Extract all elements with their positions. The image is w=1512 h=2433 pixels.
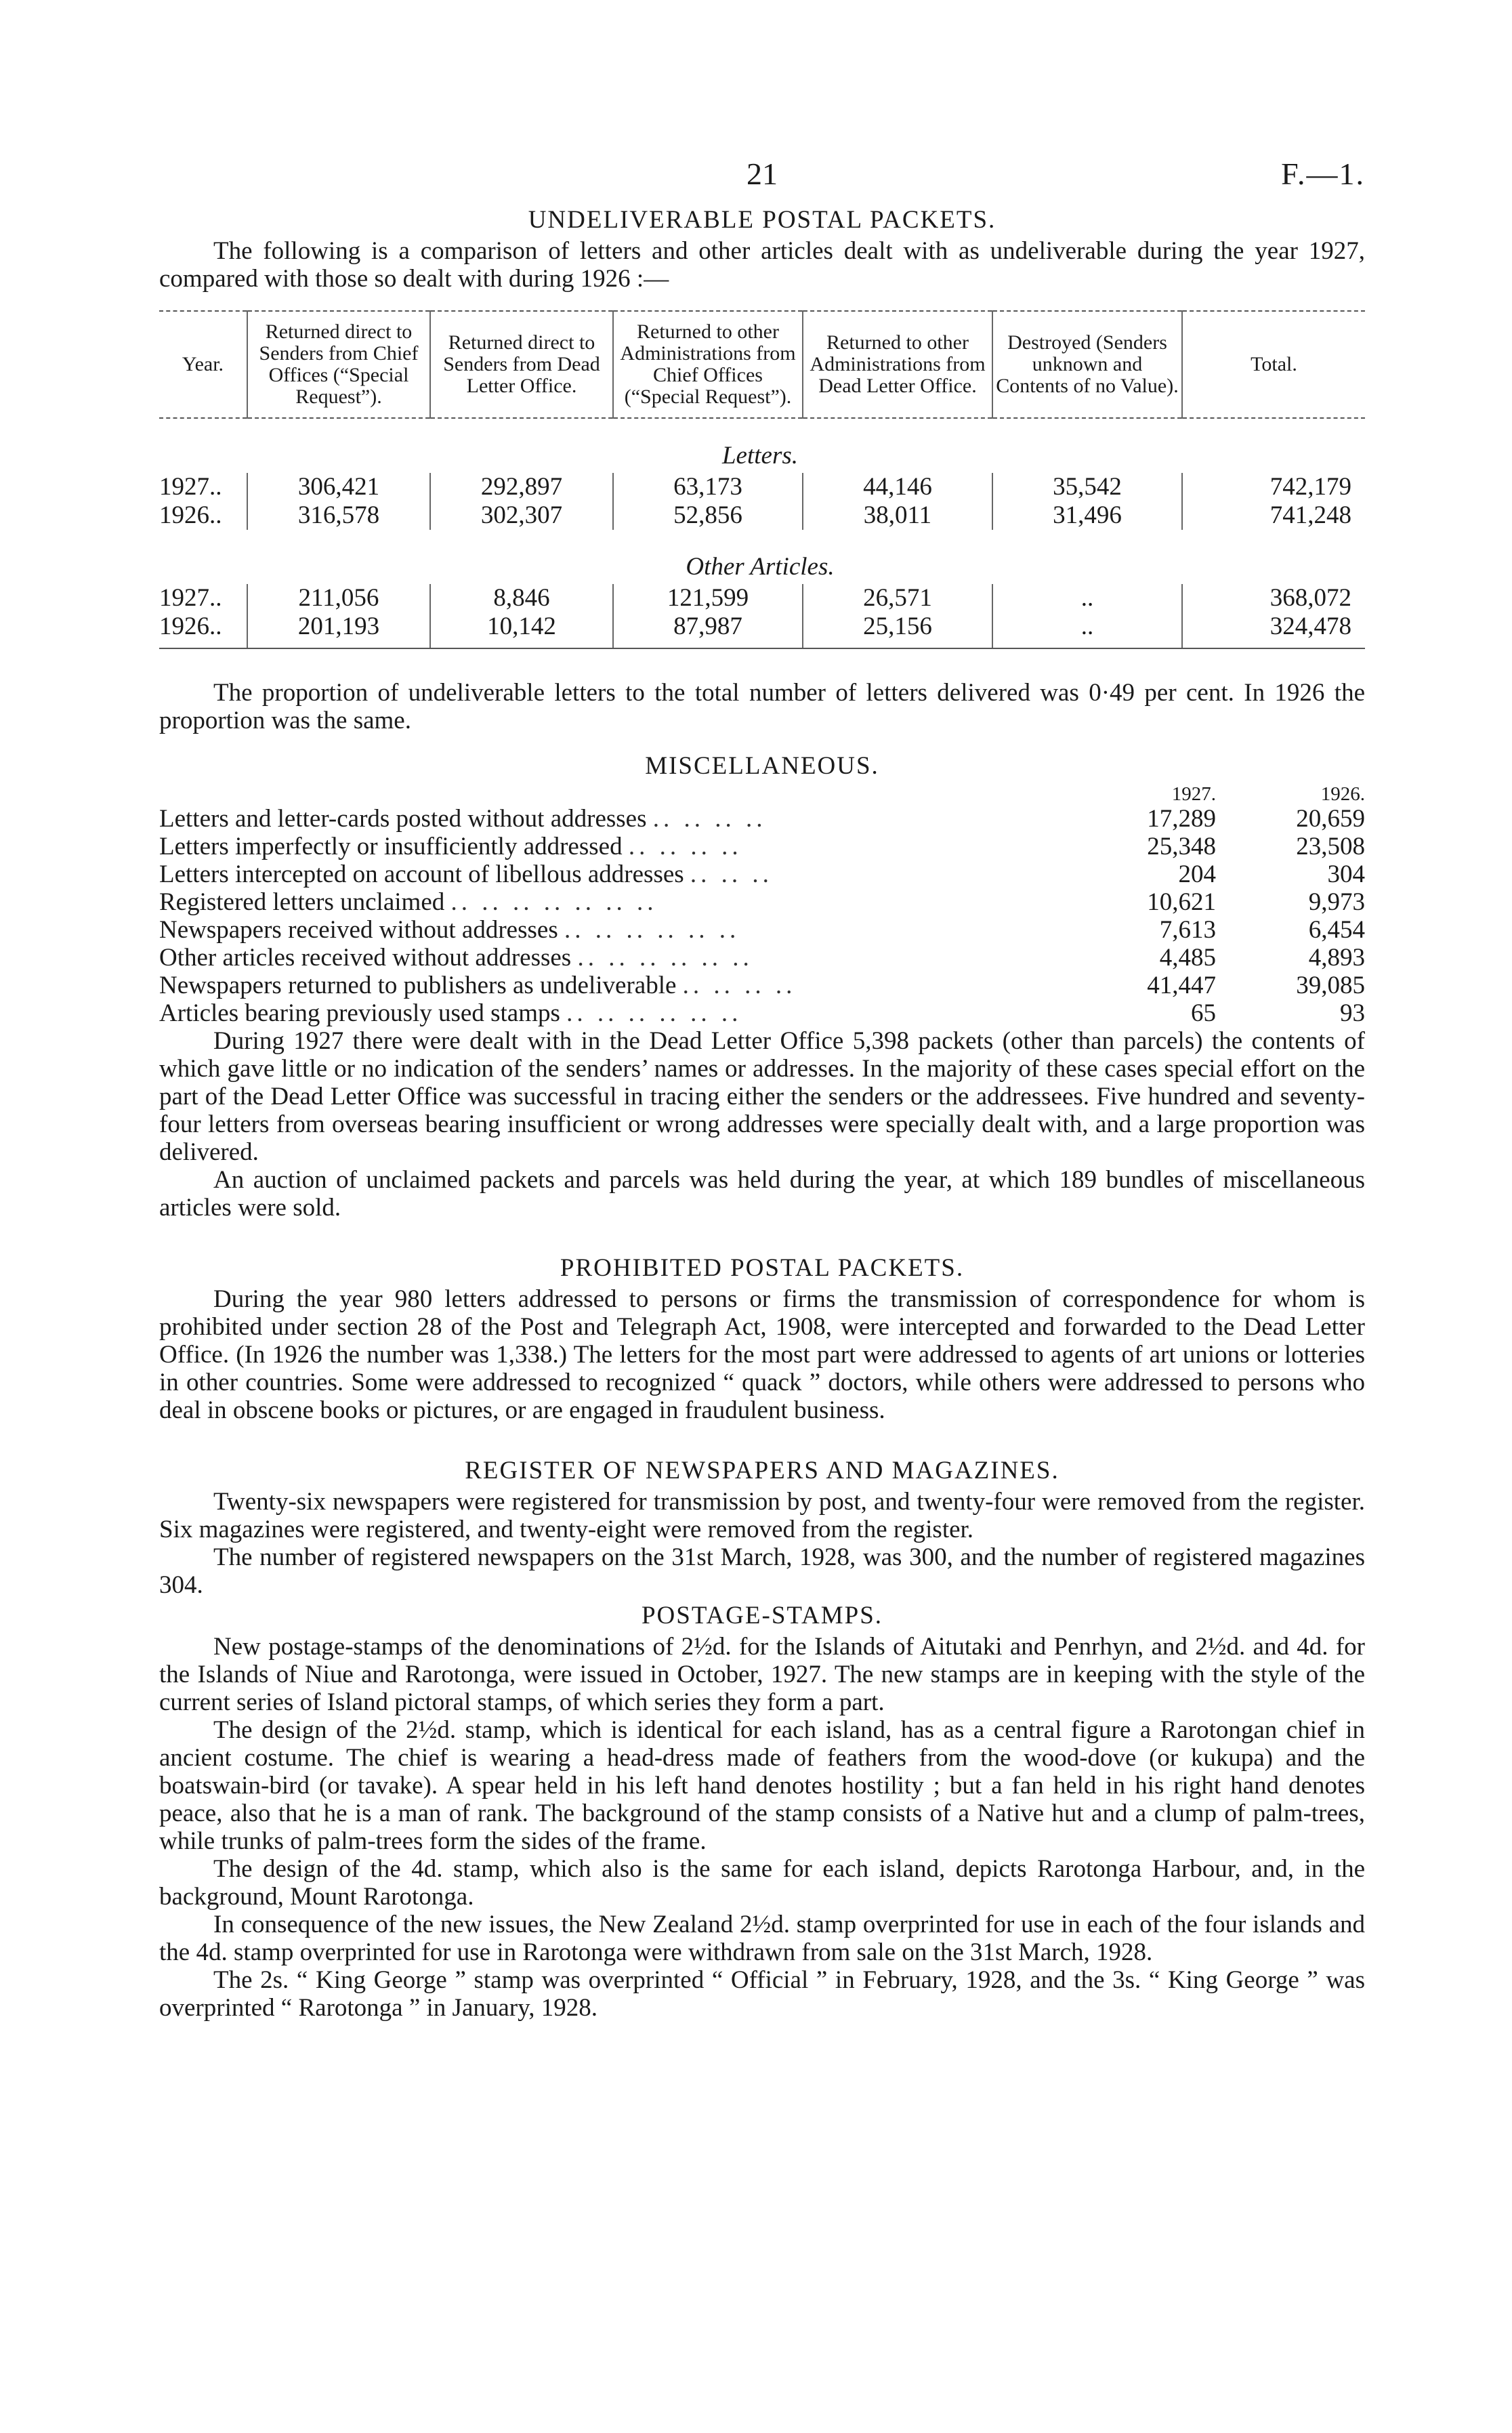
table-cell: 292,897 <box>430 473 613 501</box>
table-cell: .. <box>992 612 1182 648</box>
row-label: Newspapers returned to publishers as undeliverable <box>159 972 677 999</box>
table-cell: 44,146 <box>803 473 992 501</box>
column-header: Destroyed (Senders unknown and Contents of no Value). <box>992 311 1182 418</box>
table-cell: 52,856 <box>613 501 803 530</box>
table-cell: 302,307 <box>430 501 613 530</box>
row-label: Letters and letter-cards posted without addresses <box>159 805 647 833</box>
column-header: Returned to other Administrations from Chief Offices (“Special Request”). <box>613 311 803 418</box>
undeliverable-title: UNDELIVERABLE POSTAL PACKETS. <box>528 206 996 234</box>
table-cell: 316,578 <box>247 501 430 530</box>
cell-year: 1927.. <box>159 473 222 501</box>
cell-total: 742,179 <box>1182 473 1365 501</box>
cell-year: 1927.. <box>159 584 222 612</box>
table-row <box>159 473 1365 501</box>
table-cell: 38,011 <box>803 501 992 530</box>
stamps-paragraph-3: The design of the 4d. stamp, which also is the same for each island, depicts Rarotonga Harbour, and, in the background, Mount Rarotonga. <box>159 1855 1365 1911</box>
table-cell: 35,542 <box>992 473 1182 501</box>
cell-total: 324,478 <box>1182 612 1365 648</box>
value-1927: 7,613 <box>1159 916 1216 944</box>
value-1927: 65 <box>1191 999 1216 1027</box>
prohibited-title: PROHIBITED POSTAL PACKETS. <box>560 1254 965 1282</box>
table-cell: 63,173 <box>613 473 803 501</box>
value-1927: 4,485 <box>1159 944 1216 972</box>
section-label-row <box>159 418 1365 473</box>
table-cell: 87,987 <box>613 612 803 648</box>
row-label: Newspapers received without addresses <box>159 916 558 944</box>
dead-letter-paragraph: During 1927 there were dealt with in the Dead Letter Office 5,398 packets (other than parcels) the contents of which gave little or no indication of the senders’ names or addresses. In the majority of these cases special effort on the part of the Dead Letter Office was successful in tracing either the senders or the addressees. Five hundred and seventy-four letters from overseas bearing insufficient or wrong addresses were specially dealt with, and a large proportion was delivered. <box>159 1027 1365 1166</box>
table-row <box>159 805 1365 833</box>
table-row <box>159 916 1365 944</box>
value-1926: 93 <box>1340 999 1365 1027</box>
prohibited-paragraph: During the year 980 letters addressed to persons or firms the transmission of correspondence for whom is prohibited under section 28 of the Post and Telegraph Act, 1908, were intercepted and forwarded to the Dead Letter Office. (In 1926 the number was 1,338.) The letters for the most part were addressed to agents of art unions or lotteries in other countries. Some were addressed to recognized “ quack ” doctors, while others were addressed to persons who deal in obscene books or pictures, or are engaged in fraudulent business. <box>159 1285 1365 1424</box>
value-1926: 304 <box>1327 860 1365 888</box>
column-header: Returned to other Administrations from Dead Letter Office. <box>803 311 992 418</box>
cell-year: 1926.. <box>159 501 222 529</box>
table-cell: 8,846 <box>430 584 613 612</box>
row-label: Letters imperfectly or insufficiently addressed <box>159 833 623 860</box>
undeliverable-intro: The following is a comparison of letters and other articles dealt with as undeliverable during the year 1927, compared with those so dealt with during 1926 :— <box>159 237 1365 293</box>
undeliverable-table <box>159 310 1365 649</box>
register-title: REGISTER OF NEWSPAPERS AND MAGAZINES. <box>465 1457 1059 1484</box>
document-reference: F.—1. <box>1281 157 1365 191</box>
leader-dots: .. .. .. <box>690 860 773 888</box>
proportion-paragraph: The proportion of undeliverable letters to the total number of letters delivered was 0·49 per cent. In 1926 the proportion was the same. <box>159 679 1365 734</box>
stamps-paragraph-4: In consequence of the new issues, the New Zealand 2½d. stamp overprinted for use in each of the four islands and the 4d. stamp overprinted for use in Rarotonga were withdrawn from sale on the 31st March, 1928. <box>159 1911 1365 1966</box>
column-header: Total. <box>1182 311 1365 418</box>
stamps-paragraph-2: The design of the 2½d. stamp, which is identical for each island, has as a central figure a Rarotongan chief in ancient costume. The chief is wearing a head-dress made of feathers from the wood-dove (or kukupa) and the boatswain-bird (or tavake). A spear held in his left hand denotes hostility ; but a fan held in his right hand denotes peace, also that he is a man of rank. The background of the stamp consists of a Native hut and a clump of palm-trees, while trunks of palm-trees form the sides of the frame. <box>159 1716 1365 1855</box>
table-row <box>159 999 1365 1027</box>
miscellaneous-title: MISCELLANEOUS. <box>645 752 879 780</box>
row-label: Other articles received without addresses <box>159 944 572 972</box>
value-1927: 204 <box>1178 860 1216 888</box>
value-1926: 23,508 <box>1296 833 1365 860</box>
table-row <box>159 612 1365 648</box>
column-header: Returned direct to Senders from Chief Offices (“Special Request”). <box>247 311 430 418</box>
stamps-title: POSTAGE-STAMPS. <box>641 1602 883 1629</box>
running-header <box>159 156 1365 203</box>
leader-dots: .. .. .. .. .. .. <box>564 916 740 944</box>
leader-dots: .. .. .. .. <box>652 805 767 833</box>
table-cell: 201,193 <box>247 612 430 648</box>
column-header: Year. <box>159 311 247 418</box>
year-header-1927: 1927. <box>1171 783 1216 805</box>
row-label: Registered letters unclaimed <box>159 888 445 916</box>
register-paragraph-2: The number of registered newspapers on the 31st March, 1928, was 300, and the number of registered magazines 304. <box>159 1543 1365 1599</box>
cell-total: 741,248 <box>1182 501 1365 530</box>
value-1926: 4,893 <box>1308 944 1365 972</box>
stamps-paragraph-1: New postage-stamps of the denominations of 2½d. for the Islands of Aitutaki and Penrhyn, and 2½d. and 4d. for the Islands of Niue and Rarotonga, were issued in October, 1927. The new stamps are in keeping with the style of the current series of Island pictoral stamps, of which series they form a part. <box>159 1633 1365 1716</box>
document-page <box>159 156 1365 2022</box>
page-number: 21 <box>747 157 778 191</box>
table-cell: .. <box>992 584 1182 612</box>
stamps-paragraph-5: The 2s. “ King George ” stamp was overprinted “ Official ” in February, 1928, and the 3s. “ King George ” was overprinted “ Rarotonga ” in January, 1928. <box>159 1966 1365 2022</box>
value-1927: 25,348 <box>1147 833 1216 860</box>
section-label-letters: Letters. <box>721 442 799 470</box>
section-label-other-articles: Other Articles. <box>686 553 835 581</box>
table-row <box>159 833 1365 860</box>
table-row <box>159 888 1365 916</box>
section-label-row <box>159 530 1365 584</box>
table-row <box>159 860 1365 888</box>
table-cell: 31,496 <box>992 501 1182 530</box>
value-1926: 6,454 <box>1308 916 1365 944</box>
cell-total: 368,072 <box>1182 584 1365 612</box>
table-row <box>159 944 1365 972</box>
leader-dots: .. .. .. .. .. .. <box>577 944 753 972</box>
table-cell: 25,156 <box>803 612 992 648</box>
value-1927: 10,621 <box>1147 888 1216 916</box>
miscellaneous-table <box>159 783 1365 1027</box>
table-row <box>159 584 1365 612</box>
table-cell: 306,421 <box>247 473 430 501</box>
value-1926: 9,973 <box>1308 888 1365 916</box>
table-row <box>159 501 1365 530</box>
year-header-1926: 1926. <box>1320 783 1365 805</box>
year-header-row <box>159 783 1365 805</box>
value-1926: 20,659 <box>1296 805 1365 833</box>
table-row <box>159 972 1365 999</box>
leader-dots: .. .. .. .. .. .. <box>566 999 742 1027</box>
table-cell: 10,142 <box>430 612 613 648</box>
row-label: Articles bearing previously used stamps <box>159 999 560 1027</box>
value-1927: 41,447 <box>1147 972 1216 999</box>
table-cell: 211,056 <box>247 584 430 612</box>
value-1926: 39,085 <box>1296 972 1365 999</box>
table-cell: 26,571 <box>803 584 992 612</box>
table-cell: 121,599 <box>613 584 803 612</box>
table-header-row <box>159 311 1365 418</box>
column-header: Returned direct to Senders from Dead Letter Office. <box>430 311 613 418</box>
cell-year: 1926.. <box>159 612 247 648</box>
leader-dots: .. .. .. .. <box>628 833 742 860</box>
auction-paragraph: An auction of unclaimed packets and parcels was held during the year, at which 189 bundles of miscellaneous articles were sold. <box>159 1166 1365 1222</box>
register-paragraph-1: Twenty-six newspapers were registered for transmission by post, and twenty-four were removed from the register. Six magazines were registered, and twenty-eight were removed from the register. <box>159 1488 1365 1543</box>
leader-dots: .. .. .. .. .. .. .. <box>450 888 658 916</box>
row-label: Letters intercepted on account of libellous addresses <box>159 860 684 888</box>
leader-dots: .. .. .. .. <box>682 972 797 999</box>
value-1927: 17,289 <box>1147 805 1216 833</box>
